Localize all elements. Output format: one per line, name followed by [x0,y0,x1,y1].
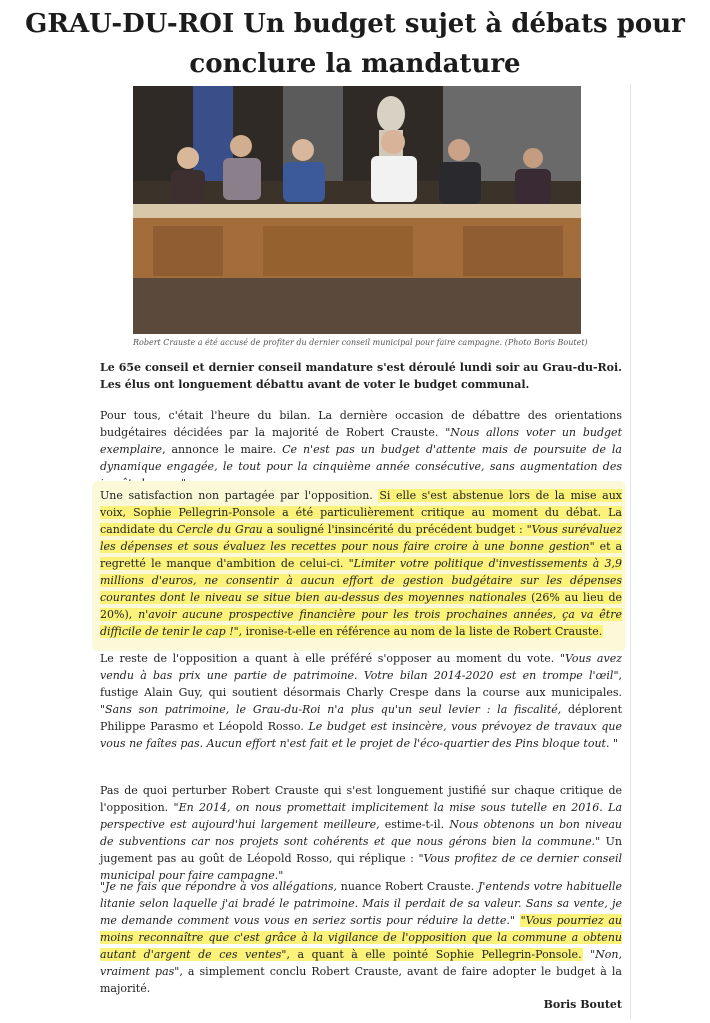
p2-text-j: , ironise-t-elle en référence au nom de la liste de Robert Crauste. [238,625,603,638]
p5-text-e: , a quant à elle pointé Sophie Pellegrin-Ponsole. [286,948,582,961]
p5-quote-a: "Je ne fais que répondre à vos allégations, [100,880,338,893]
p5-text-g: , a simplement conclu Robert Crauste, avant de faire adopter le budget à la majorité. [100,965,622,995]
p2-quote-i: n'avoir aucune prospective financière pour les trois prochaines années, ça va être difficile de tenir le cap !" [100,608,622,638]
council-photo [133,86,581,334]
p4-quote-d: Nous obtenons un bon niveau de subventions car nos projets sont cohérents et que nous gérons bien la commune." [100,818,622,848]
p4-text-e: Un jugement pas au goût de Léopold Rosso, qui réplique : [100,835,622,865]
p3-quote-d: "Sans son patrimoine, le Grau-du-Roi n'a plus qu'un seul levier : la fiscalité, [100,703,562,716]
p2-quote-e: "Vous surévaluez les dépenses et sous évaluez les recettes pour nous faire croire à une bonne gestion" [100,523,622,553]
p1-text-c: , annonce le maire. [162,443,283,456]
paragraph-4 [100,782,622,884]
p5-quote-c: J'entends votre habituelle litanie selon laquelle j'ai bradé le patrimoine. Mais il perdait de sa valeur. Sans sa vente, je me demande comment vous vous en seriez sortis pour réduire la dette." [100,880,622,927]
p2-text-h: (26% au lieu de 20%), [100,591,622,621]
photo-caption: Robert Crauste a été accusé de profiter du dernier conseil municipal pour faire campagne. (Photo Boris Boutet) [133,338,588,347]
paragraph-3 [100,650,622,752]
p2-text-a: Une satisfaction non partagée par l'opposition. [100,489,379,502]
p5-quote-d: "Vous pourriez au moins reconnaître que c'est grâce à la vigilance de l'opposition que la commune a obtenu autant d'argent de ces ventes" [100,914,622,961]
p3-quote-b: "Vous avez vendu à bas prix une partie de patrimoine. Votre bilan 2014-2020 est en trompe l'œil" [100,652,622,682]
p4-quote-b: "En 2014, on nous promettait implicitement la mise sous tutelle en 2016. La perspective est aujourd'hui largement meilleure, [100,801,622,831]
p3-text-a: Le reste de l'opposition a quant à elle préféré s'opposer au moment du vote. [100,652,560,665]
p3-quote-f: Le budget est insincère, vous prévoyez de travaux que vous ne faîtes pas. Aucun effort n'est fait et le projet de l'éco-quartier des Pins bloque tout. " [100,720,622,750]
p2-quote-g: "Limiter votre politique d'investissements à 3,9 millions d'euros, ne consentir à aucun effort de gestion budgétaire sur les dépenses courantes dont le niveau se situe bien au-dessus des moyennes nationales [100,557,622,604]
paragraph-2 [100,487,622,640]
paragraph-1 [100,407,622,492]
council-meeting-image [133,86,581,334]
p2-list-name: Cercle du Grau [176,523,263,536]
p2-text-f: et a regretté le manque d'ambition de celui-ci. [100,540,622,570]
p3-text-c: , fustige Alain Guy, qui soutient désormais Charly Crespe dans la course aux municipales. [100,669,622,699]
p1-quote-b: "Nous allons voter un budget exemplaire [100,426,622,456]
p5-text-b: nuance Robert Crauste. [337,880,478,893]
p4-text-a: Pas de quoi perturber Robert Crauste qui s'est longuement justifié sur chaque critique de l'opposition. [100,784,622,814]
p4-quote-f: "Vous profitez de ce dernier conseil municipal pour faire campagne." [100,852,622,882]
article-body [82,84,631,1019]
p2-text-b: Si elle s'est abstenue lors de la mise aux voix, Sophie Pellegrin-Ponsole a été particulièrement critique au moment du débat. La candidate du [100,489,622,536]
p2-text-d: a souligné l'insincérité du précédent budget : [262,523,527,536]
p5-quote-f: "Non, vraiment pas" [100,948,622,978]
p1-text-a: Pour tous, c'était l'heure du bilan. La dernière occasion de débattre des orientations budgétaires décidées par la majorité de Robert Crauste. [100,409,622,439]
article-headline: GRAU-DU-ROI Un budget sujet à débats pour conclure la mandature [25,9,685,79]
p1-quote-d: Ce n'est pas un budget d'attente mais de poursuite de la dynamique engagée, le tout pour la cinquième année consécutive, sans augmentation des [100,443,622,473]
p2-highlight [100,489,622,638]
paragraph-5 [100,878,622,997]
lead-paragraph: Le 65e conseil et dernier conseil mandature s'est déroulé lundi soir au Grau-du-Roi. Les élus ont longuement débattu avant de voter le budget communal. [100,361,622,391]
author-signature: Boris Boutet [543,998,622,1011]
p3-text-e: déplorent Philippe Parasmo et Léopold Rosso. [100,703,622,733]
p4-text-c: estime-t-il. [379,818,450,831]
